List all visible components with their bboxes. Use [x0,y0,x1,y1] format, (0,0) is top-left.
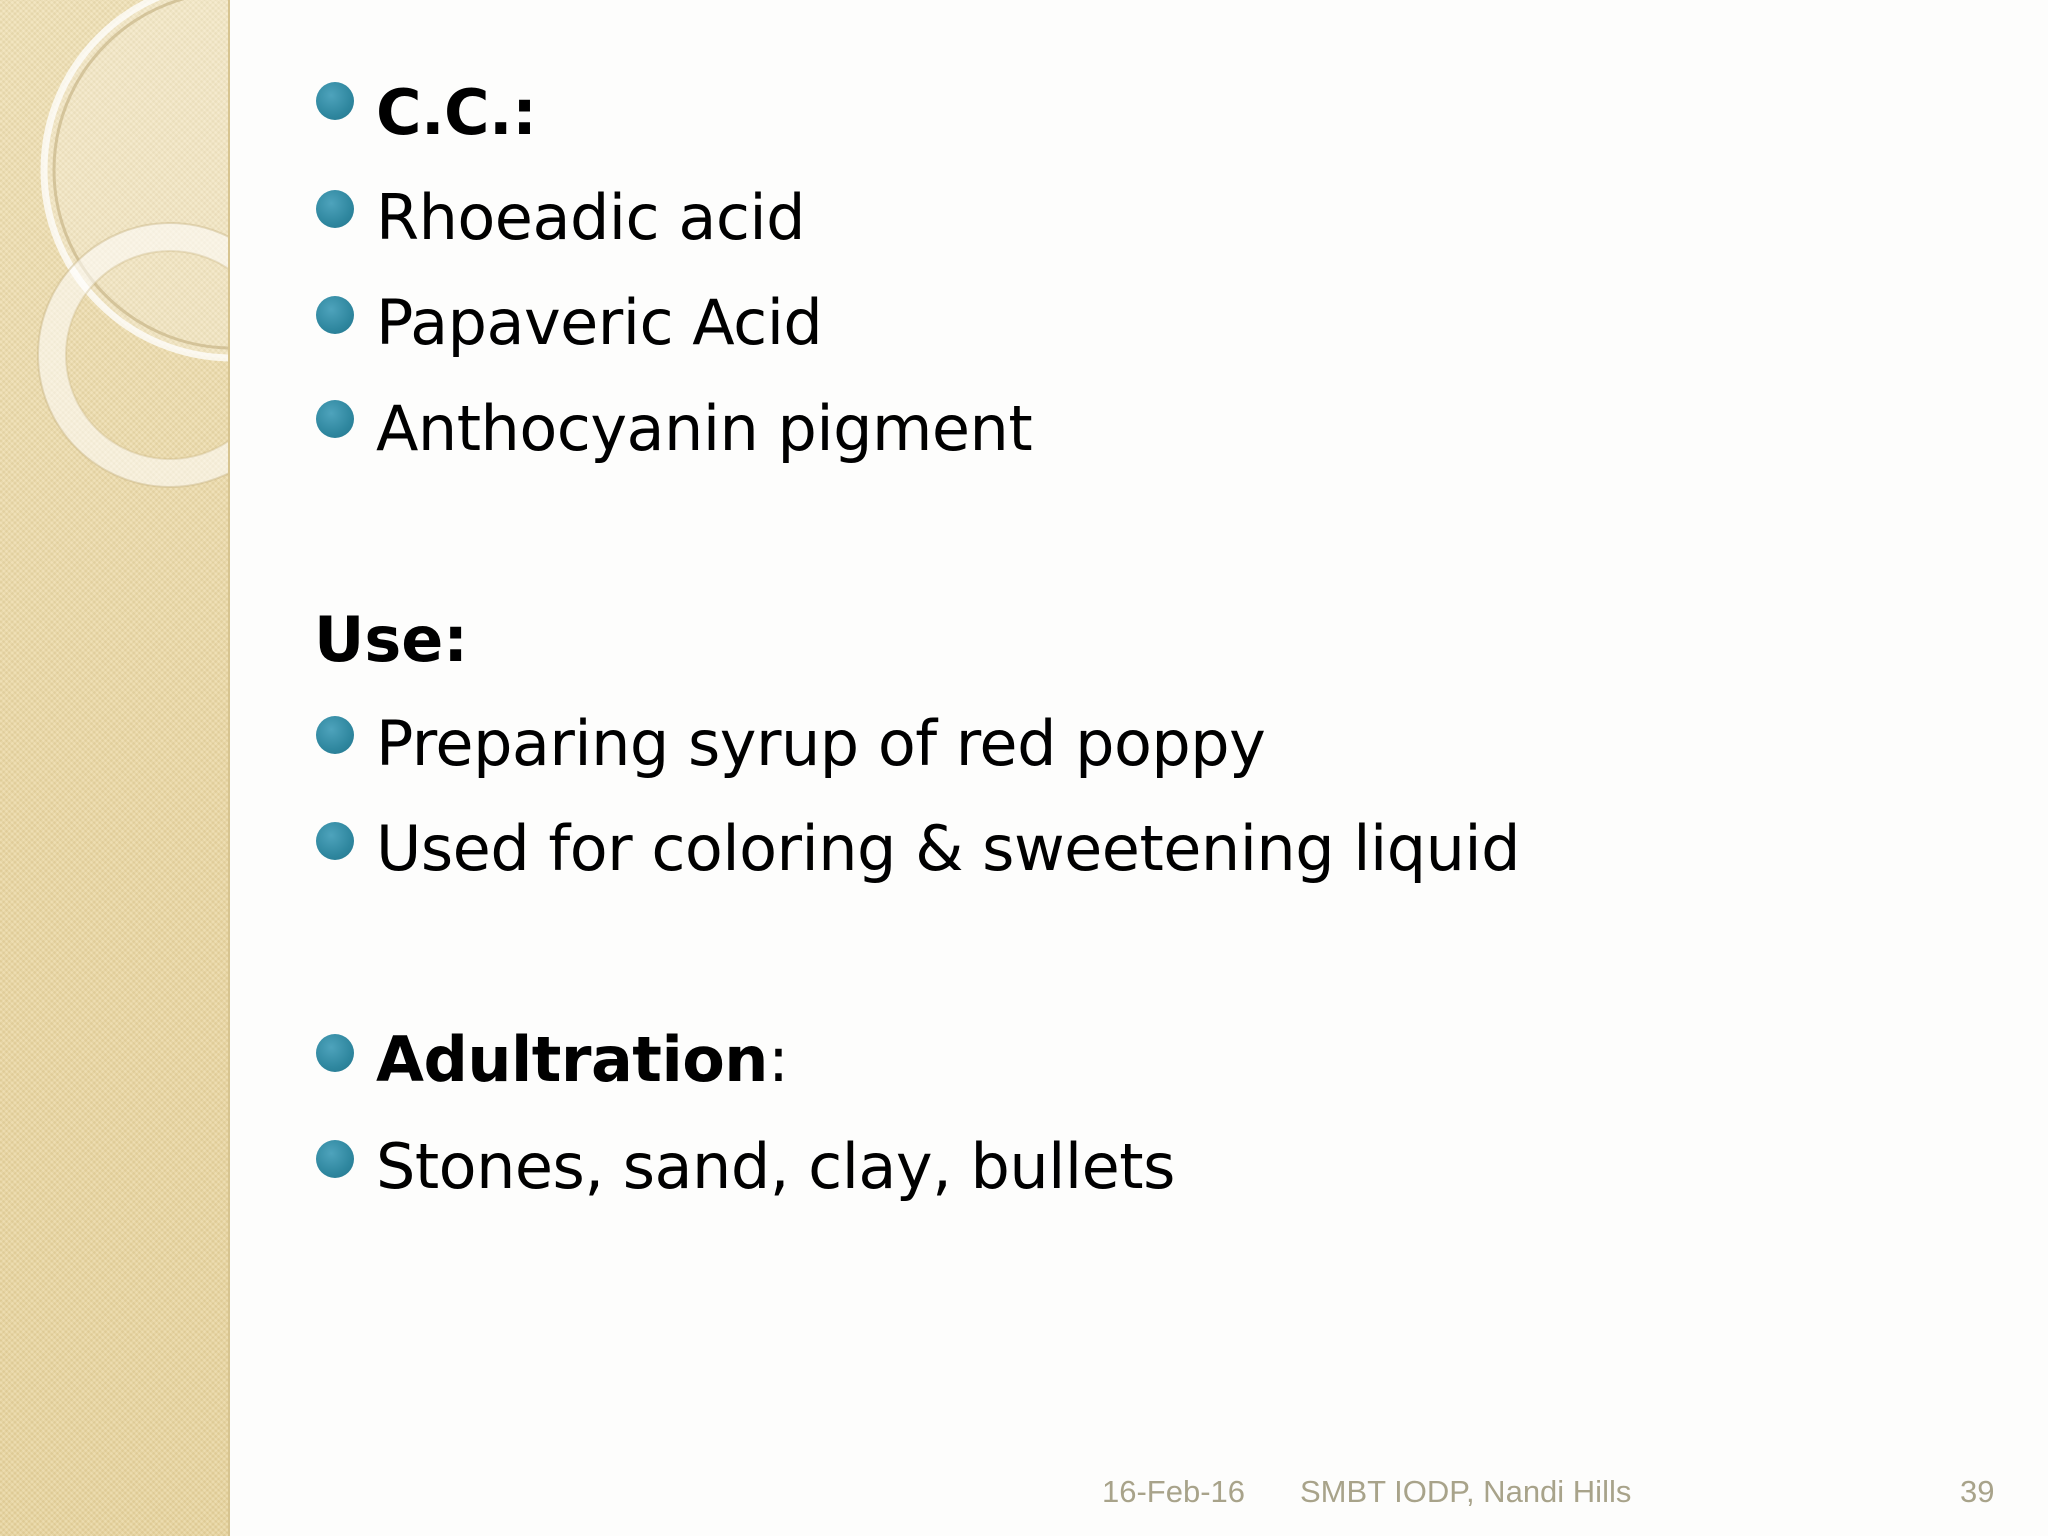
bullet-dot-icon [316,716,354,754]
footer-organization: SMBT IODP, Nandi Hills [1300,1474,1632,1509]
bullet-dot-icon [316,1140,354,1178]
list-item: Papaveric Acid [376,286,823,359]
list-item: Stones, sand, clay, bullets [376,1130,1175,1203]
bullet-dot-icon [316,822,354,860]
adulteration-colon: : [767,1023,789,1096]
footer-page-number: 39 [1960,1474,1995,1509]
adulteration-heading [376,1023,789,1096]
footer-date: 16-Feb-16 [1102,1474,1246,1509]
bullet-dot-icon [316,400,354,438]
list-item: Used for coloring & sweetening liquid [376,812,1520,885]
bullet-dot-icon [316,1034,354,1072]
bullet-dot-icon [316,296,354,334]
use-heading: Use: [314,603,469,676]
list-item: Preparing syrup of red poppy [376,707,1266,780]
adulteration-label: Adultration [376,1023,768,1096]
bullet-dot-icon [316,82,354,120]
cc-heading: C.C.: [376,76,537,149]
bullet-dot-icon [316,190,354,228]
list-item: Rhoeadic acid [376,181,805,254]
list-item: Anthocyanin pigment [376,392,1033,465]
